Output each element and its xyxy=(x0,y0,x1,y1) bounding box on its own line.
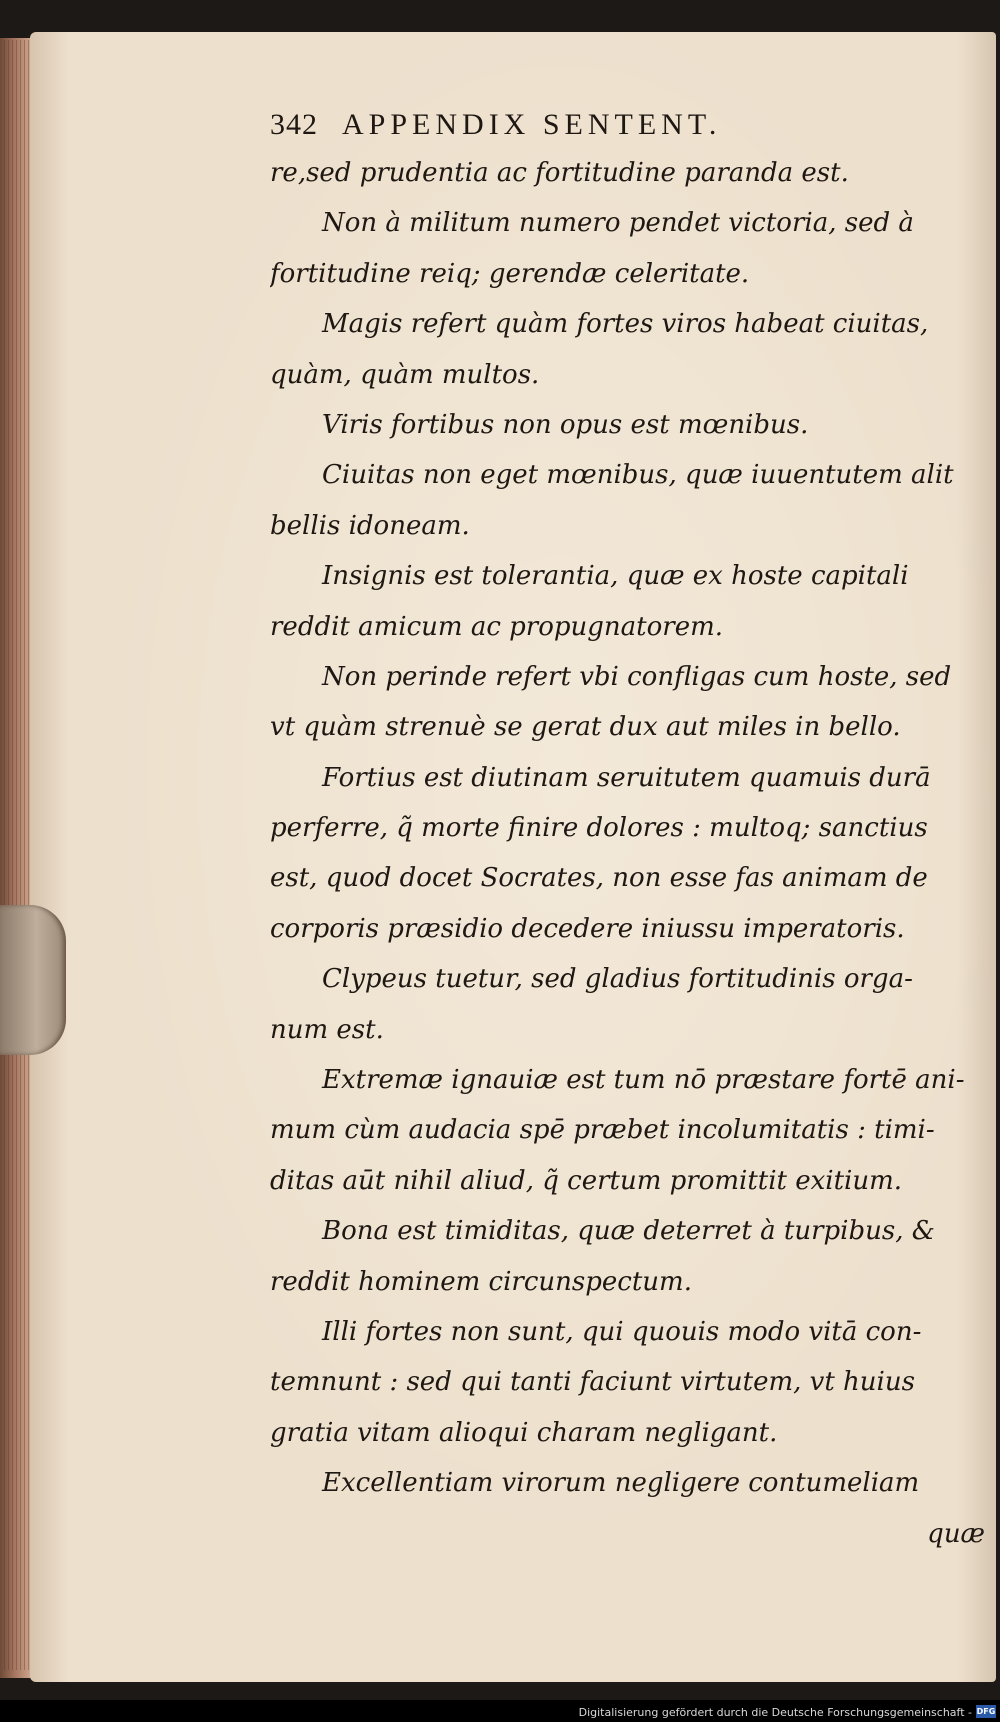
text-line: est, quod docet Socrates, non esse fas animam de xyxy=(270,863,928,894)
page-text xyxy=(270,102,985,1559)
text-line: vt quàm strenuè se gerat dux aut miles in bello. xyxy=(270,712,901,743)
text-line: perferre, q̃ morte finire dolores : multoq; sanctius xyxy=(270,813,928,844)
text-line: Illi fortes non sunt, qui quouis modo vitā con- xyxy=(322,1316,922,1347)
text-line: reddit hominem circunspectum. xyxy=(270,1266,692,1297)
book-page-edge-lines xyxy=(4,40,30,1670)
text-line: Ciuitas non eget mœnibus, quæ iuuentutem alit xyxy=(322,460,954,491)
text-line: Bona est timiditas, quæ deterret à turpibus, & xyxy=(322,1216,935,1247)
text-line: Clypeus tuetur, sed gladius fortitudinis orga- xyxy=(322,964,913,995)
dfg-logo-icon: DFG xyxy=(976,1707,996,1716)
text-line: Insignis est tolerantia, quæ ex hoste capitali xyxy=(322,561,909,592)
text-line: re,sed prudentia ac fortitudine paranda est. xyxy=(270,158,849,188)
text-line: gratia vitam alioqui charam negligant. xyxy=(270,1417,778,1448)
running-head xyxy=(270,102,985,148)
text-line: bellis idoneam. xyxy=(270,510,470,541)
text-line: quàm, quàm multos. xyxy=(270,359,540,390)
text-line: Magis refert quàm fortes viros habeat ciuitas, xyxy=(322,309,929,340)
text-line: Excellentiam virorum negligere contumeliam xyxy=(322,1468,920,1499)
running-head-title: APPENDIX SENTENT. xyxy=(342,108,722,141)
text-line: mum cùm audacia spē præbet incolumitatis : timi- xyxy=(270,1115,935,1146)
text-line: Non perinde refert vbi confligas cum hoste, sed xyxy=(322,661,952,692)
text-line: corporis præsidio decedere iniussu imperatoris. xyxy=(270,913,905,944)
book-clasp xyxy=(0,905,66,1055)
text-line: Viris fortibus non opus est mœnibus. xyxy=(322,409,809,440)
footer-credit: Digitalisierung gefördert durch die Deutsche Forschungsgemeinschaft - xyxy=(578,1706,972,1719)
text-line: reddit amicum ac propugnatorem. xyxy=(270,611,723,642)
text-line: Extremæ ignauiæ est tum nō præstare fortē ani- xyxy=(322,1065,965,1096)
catchword: quæ xyxy=(927,1518,985,1549)
text-line: ditas aūt nihil aliud, q̃ certum promittit exitium. xyxy=(270,1165,903,1196)
text-line: fortitudine reiq; gerendæ celeritate. xyxy=(270,258,750,289)
text-line: temnunt : sed qui tanti faciunt virtutem, vt huius xyxy=(270,1367,915,1398)
text-line: num est. xyxy=(270,1014,384,1045)
text-line: Non à militum numero pendet victoria, sed à xyxy=(322,208,914,239)
page-number: 342 xyxy=(270,108,318,141)
text-line: Fortius est diutinam seruitutem quamuis durā xyxy=(322,762,931,793)
